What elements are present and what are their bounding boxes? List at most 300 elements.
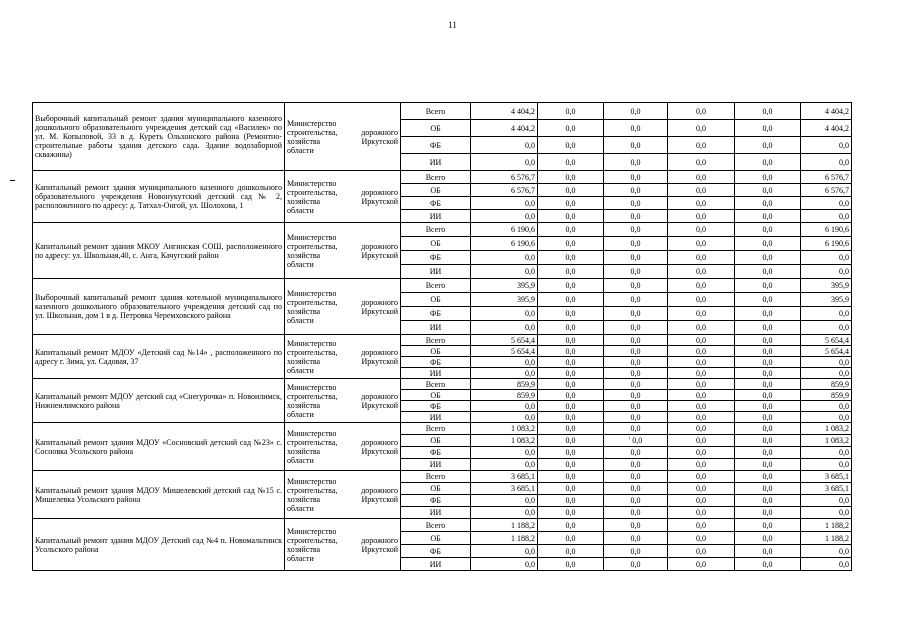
value-cell: 0,0 <box>604 390 668 401</box>
org-line <box>287 357 398 366</box>
funding-source: ФБ <box>401 495 471 507</box>
value-cell: 0,0 <box>538 368 604 379</box>
org-line-part: хозяйства <box>287 250 321 260</box>
value-cell: 0,0 <box>604 103 668 120</box>
value-cell: 395,9 <box>471 279 538 293</box>
org-line-part: Иркутской <box>361 196 398 206</box>
value-total: 395,9 <box>801 293 852 307</box>
value-cell: 0,0 <box>735 237 801 251</box>
value-cell: 0,0 <box>538 210 604 223</box>
value-total: 6 190,6 <box>801 237 852 251</box>
org-line-part: хозяйства <box>287 446 321 456</box>
org-line <box>287 348 398 357</box>
org-line-part: области <box>287 315 314 325</box>
table-row <box>33 171 852 184</box>
org-line <box>287 206 398 215</box>
value-total: 0,0 <box>801 265 852 279</box>
value-cell: 0,0 <box>735 357 801 368</box>
org-line <box>287 179 398 188</box>
value-total: 0,0 <box>801 412 852 423</box>
value-cell: 0,0 <box>604 335 668 346</box>
funding-source: ИИ <box>401 154 471 171</box>
value-cell: 0,0 <box>604 495 668 507</box>
value-cell: 0,0 <box>668 184 735 197</box>
org-line-part: дорожного <box>361 241 398 251</box>
org-line-part: строительства, <box>287 187 338 197</box>
value-cell: 0,0 <box>604 532 668 545</box>
value-cell: 0,0 <box>604 507 668 519</box>
org-line-part: дорожного <box>361 347 398 357</box>
value-cell: 0,0 <box>604 483 668 495</box>
value-cell: 859,9 <box>471 379 538 390</box>
value-cell: 0,0 <box>668 293 735 307</box>
value-total: 0,0 <box>801 447 852 459</box>
org-line <box>287 289 398 298</box>
funding-source: ОБ <box>401 237 471 251</box>
value-cell: 395,9 <box>471 293 538 307</box>
org-line <box>287 146 398 155</box>
value-cell: 0,0 <box>538 346 604 357</box>
value-cell: 0,0 <box>735 223 801 237</box>
value-total: 1 188,2 <box>801 532 852 545</box>
org-line-part: Иркутской <box>361 400 398 410</box>
funding-source: Всего <box>401 379 471 390</box>
value-cell: 0,0 <box>735 120 801 137</box>
value-cell: 0,0 <box>604 459 668 471</box>
value-cell: 0,0 <box>735 251 801 265</box>
value-total: 859,9 <box>801 379 852 390</box>
value-total: 0,0 <box>801 401 852 412</box>
value-cell: 0,0 <box>668 390 735 401</box>
value-total: 0,0 <box>801 307 852 321</box>
value-cell: 5 654,4 <box>471 335 538 346</box>
value-cell: ' 0,0 <box>604 435 668 447</box>
org-line-part: Иркутской <box>361 136 398 146</box>
value-cell: 0,0 <box>604 401 668 412</box>
value-cell: 0,0 <box>604 120 668 137</box>
value-cell: 0,0 <box>538 223 604 237</box>
value-cell: 0,0 <box>735 137 801 154</box>
funding-source: ИИ <box>401 507 471 519</box>
value-cell: 0,0 <box>538 459 604 471</box>
value-cell: 0,0 <box>735 532 801 545</box>
org-line <box>287 137 398 146</box>
value-cell: 0,0 <box>735 265 801 279</box>
value-cell: 0,0 <box>538 379 604 390</box>
org-line-part: Министерство <box>287 428 337 438</box>
value-cell: 0,0 <box>604 346 668 357</box>
org-line <box>287 128 398 137</box>
org-line-part: Министерство <box>287 526 337 536</box>
org-line-part: дорожного <box>361 391 398 401</box>
org-line-part: области <box>287 205 314 215</box>
value-total: 0,0 <box>801 459 852 471</box>
value-cell: 0,0 <box>604 321 668 335</box>
value-cell: 0,0 <box>604 368 668 379</box>
project-description: Выборочный капитальный ремонт здания котельной муниципального казенного дошкольного образовательного учреждения детский сад по ул. Школьная, дом 1 в д. Петровка Черемховского района <box>33 279 285 335</box>
value-total: 6 190,6 <box>801 223 852 237</box>
value-cell: 1 083,2 <box>471 435 538 447</box>
table-row <box>33 335 852 346</box>
project-description: Капитальный ремонт здания МДОУ «Сосновский детский сад №23» с. Сосновка Усольского района <box>33 423 285 471</box>
project-description: Капитальный ремонт здания муниципального казенного дошкольного образовательного учреждения Новонукутский детский сад № 2, расположенного по адресу: д. Татхал-Онгой, ул. Шолохова, 1 <box>33 171 285 223</box>
value-cell: 859,9 <box>471 390 538 401</box>
value-cell: 0,0 <box>538 237 604 251</box>
value-total: 0,0 <box>801 495 852 507</box>
value-cell: 0,0 <box>668 401 735 412</box>
value-cell: 0,0 <box>538 251 604 265</box>
value-cell: 4 404,2 <box>471 103 538 120</box>
org-line <box>287 410 398 419</box>
org-line-part: Иркутской <box>361 250 398 260</box>
project-description: Капитальный ремонт здания МДОУ Мишелевский детский сад №15 с. Мишелевка Усольского района <box>33 471 285 519</box>
table-row <box>33 279 852 293</box>
value-cell: 0,0 <box>735 368 801 379</box>
value-cell: 0,0 <box>471 459 538 471</box>
value-cell: 0,0 <box>735 335 801 346</box>
value-cell: 0,0 <box>668 223 735 237</box>
value-cell: 0,0 <box>735 423 801 435</box>
value-cell: 0,0 <box>735 483 801 495</box>
org-line <box>287 392 398 401</box>
org-line-part: хозяйства <box>287 136 321 146</box>
value-cell: 0,0 <box>538 154 604 171</box>
value-total: 3 685,1 <box>801 471 852 483</box>
project-description: Капитальный ремонт здания МКОУ Ангинская СОШ, расположенного по адресу: ул. Школьная,40, с. Анга, Качугский район <box>33 223 285 279</box>
value-cell: 0,0 <box>668 519 735 532</box>
value-cell: 0,0 <box>538 545 604 558</box>
value-cell: 1 188,2 <box>471 532 538 545</box>
value-cell: 0,0 <box>538 357 604 368</box>
value-cell: 6 576,7 <box>471 184 538 197</box>
funding-source: ФБ <box>401 545 471 558</box>
value-cell: 0,0 <box>735 507 801 519</box>
value-cell: 0,0 <box>471 507 538 519</box>
value-cell: 0,0 <box>538 197 604 210</box>
org-line-part: Министерство <box>287 288 337 298</box>
org-line-part: области <box>287 503 314 513</box>
value-total: 1 083,2 <box>801 435 852 447</box>
org-line <box>287 456 398 465</box>
funding-source: ОБ <box>401 483 471 495</box>
value-cell: 6 576,7 <box>471 171 538 184</box>
org-line-part: дорожного <box>361 437 398 447</box>
org-line-part: области <box>287 365 314 375</box>
org-line-part: области <box>287 553 314 563</box>
funding-source: Всего <box>401 103 471 120</box>
value-total: 5 654,4 <box>801 335 852 346</box>
value-cell: 0,0 <box>471 558 538 571</box>
value-cell: 0,0 <box>668 321 735 335</box>
value-cell: 0,0 <box>538 401 604 412</box>
value-cell: 0,0 <box>604 251 668 265</box>
value-cell: 0,0 <box>538 184 604 197</box>
value-cell: 0,0 <box>735 412 801 423</box>
value-cell: 0,0 <box>668 471 735 483</box>
value-cell: 0,0 <box>735 558 801 571</box>
org-line-part: области <box>287 145 314 155</box>
funding-source: ИИ <box>401 558 471 571</box>
margin-mark <box>10 180 15 181</box>
funding-source: ФБ <box>401 401 471 412</box>
budget-table <box>32 102 852 571</box>
funding-source: ФБ <box>401 197 471 210</box>
funding-source: ИИ <box>401 459 471 471</box>
table-row <box>33 103 852 120</box>
value-cell: 0,0 <box>471 137 538 154</box>
value-cell: 0,0 <box>668 307 735 321</box>
funding-source: ОБ <box>401 120 471 137</box>
org-line-part: хозяйства <box>287 196 321 206</box>
value-total: 859,9 <box>801 390 852 401</box>
value-cell: 0,0 <box>471 447 538 459</box>
org-line <box>287 486 398 495</box>
value-cell: 0,0 <box>538 483 604 495</box>
value-cell: 0,0 <box>538 321 604 335</box>
value-cell: 0,0 <box>735 103 801 120</box>
funding-source: ФБ <box>401 357 471 368</box>
value-cell: 0,0 <box>604 237 668 251</box>
value-total: 395,9 <box>801 279 852 293</box>
org-line-part: Иркутской <box>361 494 398 504</box>
org-line <box>287 495 398 504</box>
value-total: 0,0 <box>801 197 852 210</box>
value-cell: 0,0 <box>604 137 668 154</box>
org-line-part: Иркутской <box>361 356 398 366</box>
value-cell: 0,0 <box>604 412 668 423</box>
value-total: 4 404,2 <box>801 103 852 120</box>
funding-source: ИИ <box>401 412 471 423</box>
value-cell: 0,0 <box>471 197 538 210</box>
value-cell: 0,0 <box>538 307 604 321</box>
funding-source: Всего <box>401 223 471 237</box>
org-line-part: области <box>287 409 314 419</box>
org-line <box>287 527 398 536</box>
value-cell: 3 685,1 <box>471 471 538 483</box>
org-line <box>287 366 398 375</box>
value-cell: 0,0 <box>668 357 735 368</box>
value-total: 4 404,2 <box>801 120 852 137</box>
value-total: 0,0 <box>801 368 852 379</box>
value-total: 0,0 <box>801 507 852 519</box>
funding-source: Всего <box>401 519 471 532</box>
org-line-part: хозяйства <box>287 356 321 366</box>
value-cell: 0,0 <box>604 471 668 483</box>
value-total: 0,0 <box>801 210 852 223</box>
value-cell: 0,0 <box>668 197 735 210</box>
responsible-organization <box>285 223 401 279</box>
value-cell: 0,0 <box>735 447 801 459</box>
value-cell: 0,0 <box>471 251 538 265</box>
org-line-part: дорожного <box>361 535 398 545</box>
org-line-part: строительства, <box>287 535 338 545</box>
value-cell: 0,0 <box>668 558 735 571</box>
funding-source: ИИ <box>401 368 471 379</box>
value-cell: 0,0 <box>668 210 735 223</box>
value-cell: 0,0 <box>735 519 801 532</box>
responsible-organization <box>285 171 401 223</box>
value-cell: 0,0 <box>538 507 604 519</box>
org-line-part: Иркутской <box>361 306 398 316</box>
value-cell: 0,0 <box>668 459 735 471</box>
value-total: 0,0 <box>801 251 852 265</box>
org-line-part: Министерство <box>287 178 337 188</box>
funding-source: Всего <box>401 171 471 184</box>
value-cell: 0,0 <box>668 423 735 435</box>
value-cell: 0,0 <box>735 346 801 357</box>
org-line-part: Иркутской <box>361 446 398 456</box>
value-cell: 0,0 <box>735 210 801 223</box>
org-line <box>287 260 398 269</box>
value-cell: 0,0 <box>604 357 668 368</box>
funding-source: ФБ <box>401 251 471 265</box>
org-line <box>287 554 398 563</box>
value-cell: 0,0 <box>668 279 735 293</box>
value-cell: 0,0 <box>604 184 668 197</box>
value-cell: 0,0 <box>538 279 604 293</box>
value-total: 1 083,2 <box>801 423 852 435</box>
funding-source: ИИ <box>401 321 471 335</box>
org-line-part: строительства, <box>287 347 338 357</box>
value-cell: 0,0 <box>668 435 735 447</box>
org-line <box>287 447 398 456</box>
value-cell: 0,0 <box>668 447 735 459</box>
org-line-part: хозяйства <box>287 494 321 504</box>
org-line-part: Министерство <box>287 118 337 128</box>
value-cell: 0,0 <box>471 495 538 507</box>
value-cell: 0,0 <box>668 335 735 346</box>
value-cell: 0,0 <box>735 435 801 447</box>
table-body <box>33 103 852 571</box>
value-cell: 0,0 <box>538 171 604 184</box>
responsible-organization <box>285 335 401 379</box>
value-cell: 0,0 <box>538 412 604 423</box>
value-cell: 0,0 <box>538 447 604 459</box>
org-line <box>287 119 398 128</box>
value-cell: 0,0 <box>471 265 538 279</box>
org-line-part: строительства, <box>287 437 338 447</box>
value-cell: 6 190,6 <box>471 237 538 251</box>
value-cell: 0,0 <box>538 495 604 507</box>
org-line-part: строительства, <box>287 485 338 495</box>
value-cell: 0,0 <box>604 519 668 532</box>
value-cell: 0,0 <box>604 279 668 293</box>
value-cell: 0,0 <box>668 265 735 279</box>
value-cell: 0,0 <box>735 154 801 171</box>
value-cell: 0,0 <box>668 368 735 379</box>
value-cell: 0,0 <box>735 321 801 335</box>
value-cell: 6 190,6 <box>471 223 538 237</box>
org-line-part: хозяйства <box>287 400 321 410</box>
value-cell: 0,0 <box>471 154 538 171</box>
org-line <box>287 242 398 251</box>
value-cell: 0,0 <box>735 379 801 390</box>
value-total: 0,0 <box>801 357 852 368</box>
responsible-organization <box>285 519 401 571</box>
funding-source: Всего <box>401 335 471 346</box>
funding-source: ОБ <box>401 346 471 357</box>
value-cell: 0,0 <box>604 197 668 210</box>
value-total: 1 188,2 <box>801 519 852 532</box>
org-line-part: дорожного <box>361 485 398 495</box>
value-cell: 0,0 <box>604 293 668 307</box>
value-cell: 0,0 <box>735 307 801 321</box>
responsible-organization <box>285 471 401 519</box>
value-cell: 0,0 <box>735 401 801 412</box>
value-cell: 0,0 <box>471 545 538 558</box>
value-cell: 1 188,2 <box>471 519 538 532</box>
org-line-part: строительства, <box>287 241 338 251</box>
funding-source: ОБ <box>401 390 471 401</box>
value-cell: 0,0 <box>668 237 735 251</box>
responsible-organization <box>285 423 401 471</box>
org-line <box>287 316 398 325</box>
org-line-part: Министерство <box>287 476 337 486</box>
table-row <box>33 471 852 483</box>
value-total: 6 576,7 <box>801 184 852 197</box>
org-line-part: Министерство <box>287 382 337 392</box>
value-cell: 0,0 <box>471 357 538 368</box>
value-cell: 0,0 <box>735 495 801 507</box>
value-total: 0,0 <box>801 558 852 571</box>
value-cell: 0,0 <box>604 379 668 390</box>
value-cell: 0,0 <box>668 251 735 265</box>
value-cell: 0,0 <box>538 558 604 571</box>
funding-source: ФБ <box>401 447 471 459</box>
value-total: 5 654,4 <box>801 346 852 357</box>
value-cell: 0,0 <box>668 412 735 423</box>
value-cell: 0,0 <box>668 171 735 184</box>
value-cell: 0,0 <box>604 423 668 435</box>
value-cell: 0,0 <box>668 346 735 357</box>
org-line <box>287 477 398 486</box>
value-cell: 0,0 <box>668 495 735 507</box>
value-cell: 0,0 <box>538 120 604 137</box>
value-cell: 0,0 <box>735 279 801 293</box>
org-line-part: дорожного <box>361 297 398 307</box>
org-line <box>287 233 398 242</box>
value-cell: 0,0 <box>668 545 735 558</box>
org-line <box>287 383 398 392</box>
value-total: 0,0 <box>801 137 852 154</box>
org-line <box>287 401 398 410</box>
table-row <box>33 223 852 237</box>
responsible-organization <box>285 279 401 335</box>
value-cell: 0,0 <box>538 471 604 483</box>
org-line-part: Министерство <box>287 338 337 348</box>
org-line <box>287 429 398 438</box>
funding-source: ОБ <box>401 293 471 307</box>
org-line-part: дорожного <box>361 187 398 197</box>
value-total: 0,0 <box>801 545 852 558</box>
value-cell: 0,0 <box>538 435 604 447</box>
value-cell: 0,0 <box>668 532 735 545</box>
value-cell: 0,0 <box>538 103 604 120</box>
value-cell: 0,0 <box>735 459 801 471</box>
value-cell: 0,0 <box>538 423 604 435</box>
value-cell: 0,0 <box>735 471 801 483</box>
value-cell: 0,0 <box>735 184 801 197</box>
value-cell: 0,0 <box>604 307 668 321</box>
value-cell: 0,0 <box>604 558 668 571</box>
project-description: Капитальный ремонт здания МДОУ Детский сад №4 п. Новомальтинск Усольского района <box>33 519 285 571</box>
value-cell: 0,0 <box>668 507 735 519</box>
org-line-part: дорожного <box>361 127 398 137</box>
org-line <box>287 298 398 307</box>
value-cell: 0,0 <box>668 483 735 495</box>
funding-source: Всего <box>401 423 471 435</box>
org-line <box>287 536 398 545</box>
